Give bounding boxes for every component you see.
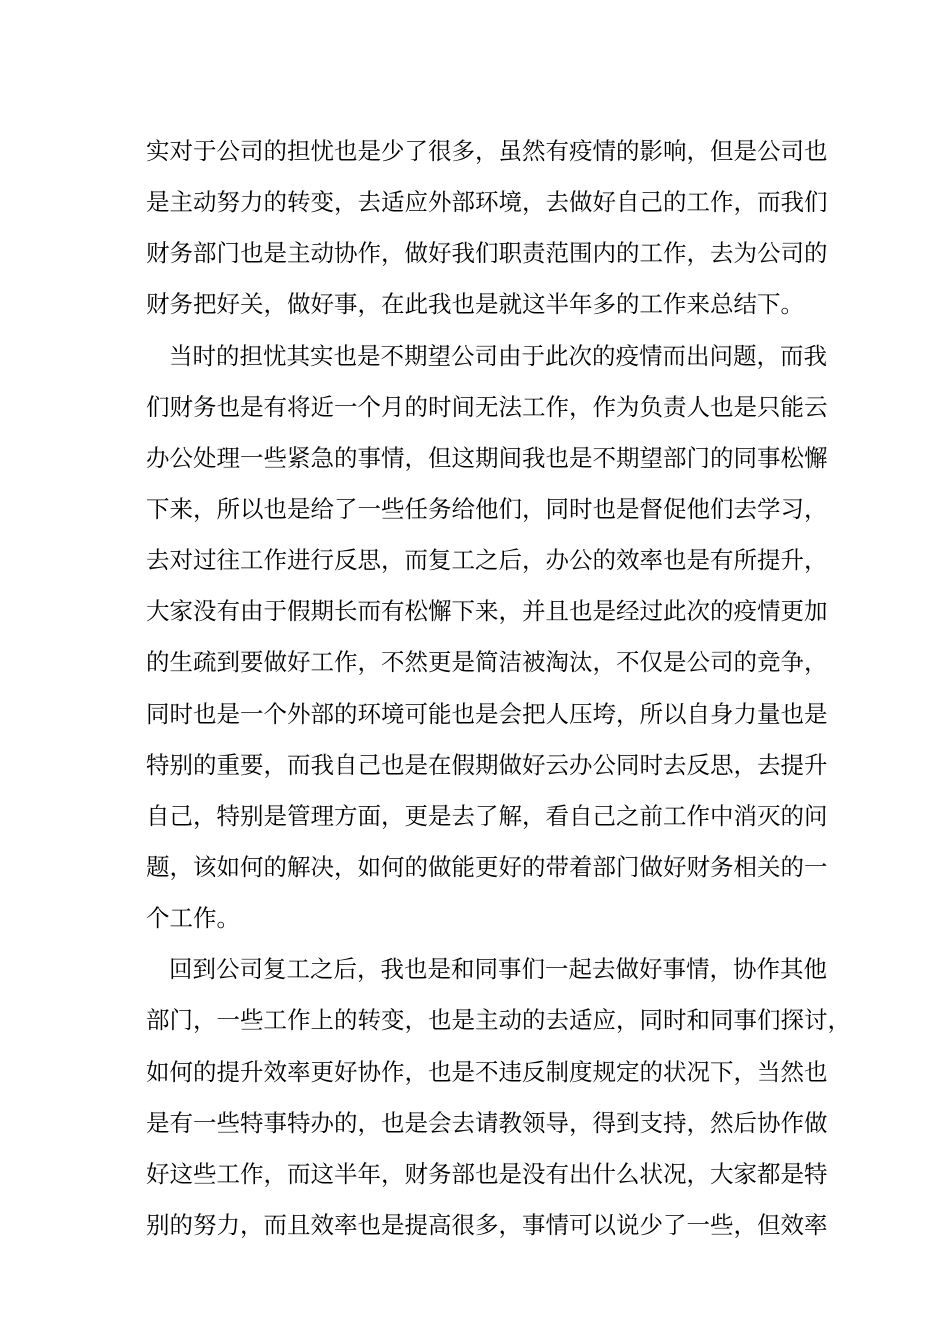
text-line: 别的努力，而且效率也是提高很多，事情可以说少了一些，但效率: [146, 1210, 828, 1239]
text-line: 实对于公司的担忧也是少了很多，虽然有疫情的影响，但是公司也: [146, 137, 828, 165]
text-line: 题，该如何的解决，如何的做能更好的带着部门做好财务相关的一: [146, 852, 828, 881]
text-line: 的生疏到要做好工作，不然更是简洁被淘汰，不仅是公司的竞争，: [146, 648, 828, 677]
text-line: 去对过往工作进行反思，而复工之后，办公的效率也是有所提升，: [146, 546, 828, 575]
text-line: 办公处理一些紧急的事情，但这期间我也是不期望部门的同事松懈: [146, 443, 828, 472]
text-line: 是主动努力的转变，去适应外部环境，去做好自己的工作，而我们: [146, 188, 828, 217]
text-line: 下来，所以也是给了一些任务给他们，同时也是督促他们去学习，: [146, 494, 828, 523]
text-line: 财务部门也是主动协作，做好我们职责范围内的工作，去为公司的: [146, 239, 828, 268]
text-line: 自己，特别是管理方面，更是去了解，看自己之前工作中消灭的问: [146, 801, 828, 830]
paragraph-first-line: 当时的担忧其实也是不期望公司由于此次的疫情而出问题，而我: [169, 341, 827, 370]
text-line: 是有一些特事特办的，也是会去请教领导，得到支持，然后协作做: [146, 1108, 828, 1137]
text-line: 财务把好关，做好事，在此我也是就这半年多的工作来总结下。: [146, 290, 804, 319]
text-line: 大家没有由于假期长而有松懈下来，并且也是经过此次的疫情更加: [146, 597, 828, 626]
text-line: 如何的提升效率更好协作，也是不违反制度规定的状况下，当然也: [146, 1057, 828, 1086]
text-line: 部门，一些工作上的转变，也是主动的去适应，同时和同事们探讨，: [146, 1006, 851, 1035]
text-line: 个工作。: [146, 904, 240, 933]
text-line: 们财务也是有将近一个月的时间无法工作，作为负责人也是只能云: [146, 392, 828, 421]
body-text: [146, 126, 851, 1251]
text-line: 特别的重要，而我自己也是在假期做好云办公同时去反思，去提升: [146, 750, 828, 779]
text-line: 同时也是一个外部的环境可能也是会把人压垮，所以自身力量也是: [146, 699, 828, 728]
paragraph-first-line: 回到公司复工之后，我也是和同事们一起去做好事情，协作其他: [169, 955, 827, 984]
text-line: 好这些工作，而这半年，财务部也是没有出什么状况，大家都是特: [146, 1159, 828, 1188]
